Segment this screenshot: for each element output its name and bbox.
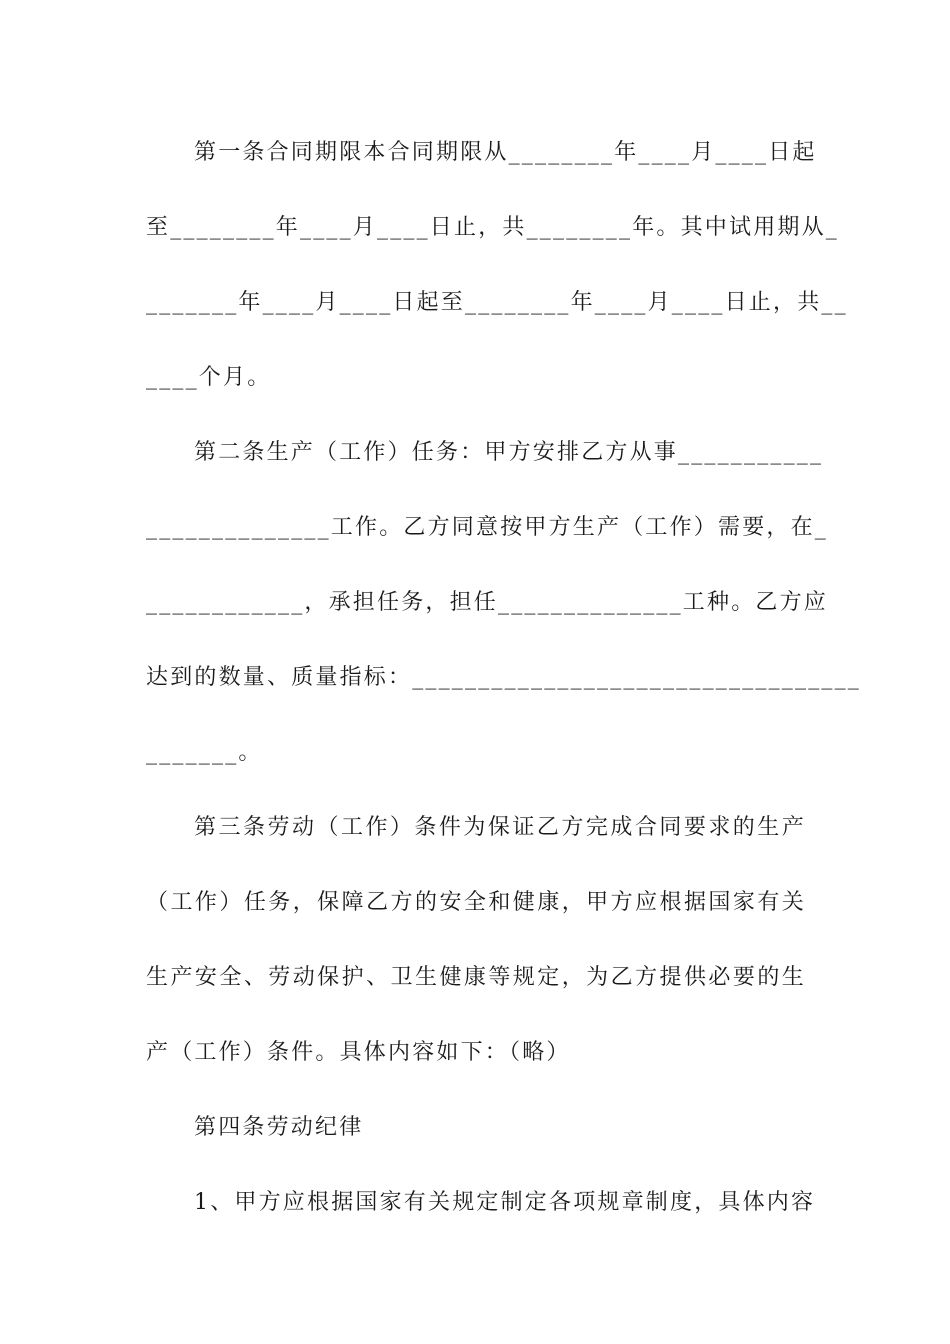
paragraph-3-line-4: 产（工作）条件。具体内容如下：（略） — [146, 1040, 571, 1065]
paragraph-2-line-2: ______________工作。乙方同意按甲方生产（工作）需要，在_ — [146, 515, 829, 540]
paragraph-4-line-1: 1、甲方应根据国家有关规定制定各项规章制度，具体内容 — [194, 1190, 816, 1215]
paragraph-1-line-1: 第一条合同期限本合同期限从________年____月____日起 — [194, 140, 817, 165]
paragraph-2-line-3: ____________，承担任务，担任______________工种。乙方应 — [146, 590, 829, 615]
paragraph-1-line-4: ____个月。 — [146, 365, 272, 390]
section-heading-article-4: 第四条劳动纪律 — [194, 1115, 364, 1140]
paragraph-2-line-1: 第二条生产（工作）任务：甲方安排乙方从事___________ — [194, 440, 824, 465]
paragraph-2-line-4: 达到的数量、质量指标：__________________________________ — [146, 665, 862, 690]
paragraph-1-line-3: _______年____月____日起至________年____月____日止，共__ — [146, 290, 848, 315]
paragraph-3-line-3: 生产安全、劳动保护、卫生健康等规定，为乙方提供必要的生 — [146, 965, 806, 990]
paragraph-3-line-1: 第三条劳动（工作）条件为保证乙方完成合同要求的生产 — [194, 815, 806, 840]
paragraph-2-line-5: _______。 — [146, 740, 263, 765]
paragraph-3-line-2: （工作）任务，保障乙方的安全和健康，甲方应根据国家有关 — [146, 890, 806, 915]
paragraph-1-line-2: 至________年____月____日止，共________年。其中试用期从_ — [146, 215, 840, 240]
